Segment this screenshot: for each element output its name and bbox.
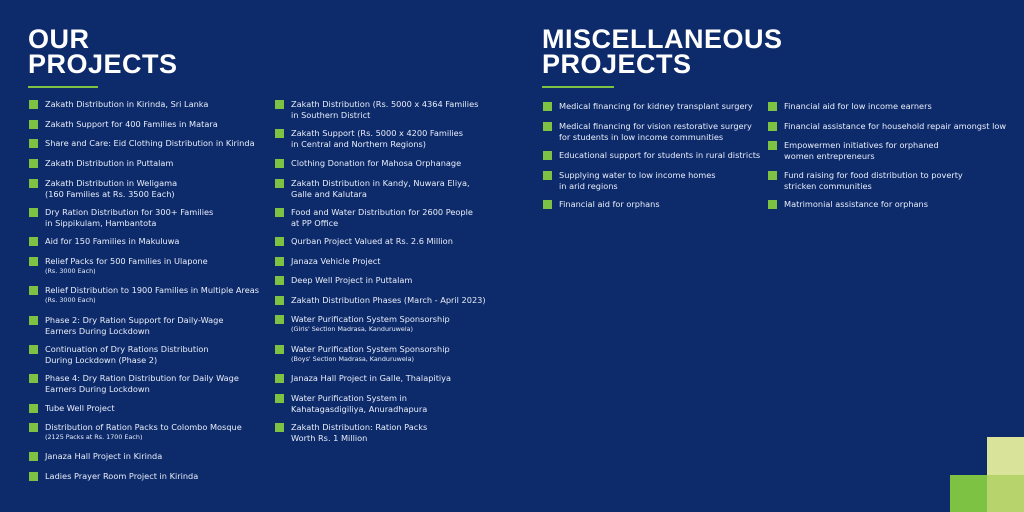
list-item-line: Kahatagasdigiliya, Anuradhapura <box>291 403 428 414</box>
list-item-line: Zakath Distribution: Ration Packs <box>291 422 428 432</box>
list-item-text <box>45 285 259 305</box>
list-item-subtext: (Rs. 3000 Each) <box>45 266 96 275</box>
list-item-line: (160 Families at Rs. 3500 Each) <box>45 188 175 199</box>
list-item-text <box>45 236 179 247</box>
list-item-text <box>45 99 208 110</box>
bullet-square-icon <box>29 139 38 148</box>
bullet-square-icon <box>29 208 38 217</box>
bullet-square-icon <box>275 394 284 403</box>
bullet-square-icon <box>275 100 284 109</box>
list-item-line: Financial aid for low income earners <box>784 101 932 111</box>
bullet-square-icon <box>29 120 38 129</box>
bullet-square-icon <box>29 100 38 109</box>
list-item-line: Distribution of Ration Packs to Colombo Mosque <box>45 422 242 432</box>
list-item-text <box>45 119 218 130</box>
list-item-line: Supplying water to low income homes <box>559 170 716 180</box>
list-item-line: Zakath Distribution (Rs. 5000 x 4364 Families <box>291 99 479 109</box>
list-item-line: in Southern District <box>291 109 371 120</box>
bullet-square-icon <box>275 345 284 354</box>
list-item-text <box>45 403 115 414</box>
list-item-text <box>291 344 450 364</box>
bullet-square-icon <box>543 102 552 111</box>
list-item-line: Zakath Distribution in Kirinda, Sri Lanka <box>45 99 209 109</box>
list-item-text <box>291 99 478 120</box>
list-item-text <box>291 314 450 334</box>
list-item-line: Janaza Hall Project in Galle, Thalapitiya <box>291 373 452 383</box>
list-item-text <box>291 128 463 149</box>
bullet-square-icon <box>275 179 284 188</box>
list-item-text <box>291 373 451 384</box>
our-projects-title <box>28 24 178 79</box>
list-item-line: Medical financing for vision restorative surgery <box>559 121 752 131</box>
list-item-line: Aid for 150 Families in Makuluwa <box>45 236 180 246</box>
list-item-subtext: (Girls' Section Madrasa, Kanduruwela) <box>291 324 414 333</box>
list-item-text <box>45 158 173 169</box>
list-item-line: Educational support for students in rural districts <box>559 150 761 160</box>
list-item-text <box>291 178 470 199</box>
list-item-line: Matrimonial assistance for orphans <box>784 199 929 209</box>
list-item-line: Deep Well Project in Puttalam <box>291 275 413 285</box>
list-item-line: Earners During Lockdown <box>45 325 150 336</box>
misc-projects-title-line1: MISCELLANEOUS <box>542 24 783 54</box>
list-item-line: Food and Water Distribution for 2600 People <box>291 207 473 217</box>
decor-square-green-bottom-left <box>950 475 987 512</box>
list-item-line: Zakath Support (Rs. 5000 x 4200 Families <box>291 128 463 138</box>
bullet-square-icon <box>29 452 38 461</box>
list-item-subtext: (Rs. 3000 Each) <box>45 295 96 304</box>
list-item-line: Janaza Hall Project in Kirinda <box>45 451 163 461</box>
list-item-text <box>784 170 963 191</box>
bullet-square-icon <box>543 200 552 209</box>
bullet-square-icon <box>29 316 38 325</box>
list-item-text <box>291 275 412 286</box>
misc-projects-title-line2: PROJECTS <box>542 49 692 79</box>
bullet-square-icon <box>275 257 284 266</box>
list-item-line: Galle and Kalutara <box>291 188 367 199</box>
list-item-text <box>291 393 427 414</box>
bullet-square-icon <box>768 102 777 111</box>
list-item-text <box>45 451 162 462</box>
list-item-text <box>784 121 1006 132</box>
bullet-square-icon <box>29 159 38 168</box>
list-item-line: in Sippikulam, Hambantota <box>45 217 157 228</box>
list-item-text <box>291 158 461 169</box>
bullet-square-icon <box>29 345 38 354</box>
list-item-line: Clothing Donation for Mahosa Orphanage <box>291 158 462 168</box>
list-item-line: Water Purification System Sponsorship <box>291 314 450 324</box>
bullet-square-icon <box>543 171 552 180</box>
list-item-line: Phase 2: Dry Ration Support for Daily-Wage <box>45 315 224 325</box>
list-item-line: Share and Care: Eid Clothing Distribution in Kirinda <box>45 138 255 148</box>
list-item-text <box>784 101 932 112</box>
list-item-line: stricken communities <box>784 180 872 191</box>
misc-projects-title <box>542 24 783 79</box>
list-item-line: Financial aid for orphans <box>559 199 660 209</box>
bullet-square-icon <box>29 237 38 246</box>
bullet-square-icon <box>29 472 38 481</box>
bullet-square-icon <box>29 374 38 383</box>
list-item-text <box>45 373 239 394</box>
list-item-text <box>45 471 198 482</box>
list-item-text <box>559 170 716 191</box>
list-item-text <box>45 178 177 199</box>
bullet-square-icon <box>29 404 38 413</box>
list-item-line: Empowermen initiatives for orphaned <box>784 140 939 150</box>
list-item-line: Janaza Vehicle Project <box>291 256 381 266</box>
list-item-text <box>559 199 660 210</box>
bullet-square-icon <box>543 122 552 131</box>
bullet-square-icon <box>275 276 284 285</box>
list-item-line: Zakath Distribution Phases (March - April 2023) <box>291 295 486 305</box>
bullet-square-icon <box>768 122 777 131</box>
list-item-subtext: (Boys' Section Madrasa, Kanduruwela) <box>291 354 414 363</box>
list-item-line: Tube Well Project <box>45 403 115 413</box>
bullet-square-icon <box>29 423 38 432</box>
bullet-square-icon <box>275 129 284 138</box>
list-item-line: Zakath Distribution in Weligama <box>45 178 178 188</box>
list-item-text <box>784 140 939 161</box>
list-item-text <box>291 207 473 228</box>
list-item-text <box>559 150 760 161</box>
decor-square-light-top <box>987 437 1024 475</box>
bullet-square-icon <box>275 296 284 305</box>
list-item-line: Dry Ration Distribution for 300+ Families <box>45 207 214 217</box>
bullet-square-icon <box>768 141 777 150</box>
bullet-square-icon <box>29 286 38 295</box>
list-item-line: Relief Distribution to 1900 Families in Multiple Areas <box>45 285 260 295</box>
list-item-line: Phase 4: Dry Ration Distribution for Daily Wage <box>45 373 239 383</box>
list-item-line: Medical financing for kidney transplant surgery <box>559 101 753 111</box>
list-item-text <box>45 315 223 336</box>
list-item-text <box>45 422 242 442</box>
our-projects-underline <box>28 86 98 88</box>
list-item-text <box>291 236 453 247</box>
bullet-square-icon <box>275 374 284 383</box>
list-item-line: for students in low income communities <box>559 131 724 142</box>
list-item-line: Zakath Distribution in Puttalam <box>45 158 174 168</box>
list-item-line: at PP Office <box>291 217 339 228</box>
bullet-square-icon <box>768 200 777 209</box>
list-item-line: Earners During Lockdown <box>45 383 150 394</box>
bullet-square-icon <box>275 423 284 432</box>
list-item-line: Worth Rs. 1 Million <box>291 432 368 443</box>
list-item-text <box>45 344 209 365</box>
bullet-square-icon <box>768 171 777 180</box>
list-item-line: Continuation of Dry Rations Distribution <box>45 344 209 354</box>
list-item-text <box>45 207 213 228</box>
list-item-line: Relief Packs for 500 Families in Ulapone <box>45 256 208 266</box>
list-item-line: During Lockdown (Phase 2) <box>45 354 158 365</box>
bullet-square-icon <box>275 315 284 324</box>
list-item-text <box>559 121 752 142</box>
list-item-line: Water Purification System in <box>291 393 407 403</box>
decor-square-light-bottom-right <box>987 475 1024 512</box>
bullet-square-icon <box>275 208 284 217</box>
list-item-line: Financial assistance for household repair amongst low <box>784 121 1007 131</box>
list-item-line: Fund raising for food distribution to poverty <box>784 170 963 180</box>
our-projects-title-line1: OUR <box>28 24 90 54</box>
list-item-text <box>559 101 753 112</box>
list-item-line: Zakath Support for 400 Families in Matara <box>45 119 218 129</box>
bullet-square-icon <box>29 179 38 188</box>
bullet-square-icon <box>275 237 284 246</box>
list-item-text <box>291 422 427 443</box>
list-item-line: women entrepreneurs <box>784 150 875 161</box>
list-item-text <box>45 138 255 149</box>
list-item-line: Zakath Distribution in Kandy, Nuwara Eliya, <box>291 178 470 188</box>
bullet-square-icon <box>275 159 284 168</box>
bullet-square-icon <box>543 151 552 160</box>
list-item-text <box>291 256 380 267</box>
list-item-line: in Central and Northern Regions) <box>291 138 426 149</box>
list-item-text <box>784 199 928 210</box>
list-item-text <box>291 295 486 306</box>
list-item-subtext: (2125 Packs at Rs. 1700 Each) <box>45 432 143 441</box>
misc-projects-underline <box>542 86 614 88</box>
list-item-line: Ladies Prayer Room Project in Kirinda <box>45 471 199 481</box>
list-item-line: Qurban Project Valued at Rs. 2.6 Million <box>291 236 453 246</box>
list-item-line: Water Purification System Sponsorship <box>291 344 450 354</box>
our-projects-title-line2: PROJECTS <box>28 49 178 79</box>
list-item-line: in arid regions <box>559 180 618 191</box>
bullet-square-icon <box>29 257 38 266</box>
list-item-text <box>45 256 208 276</box>
